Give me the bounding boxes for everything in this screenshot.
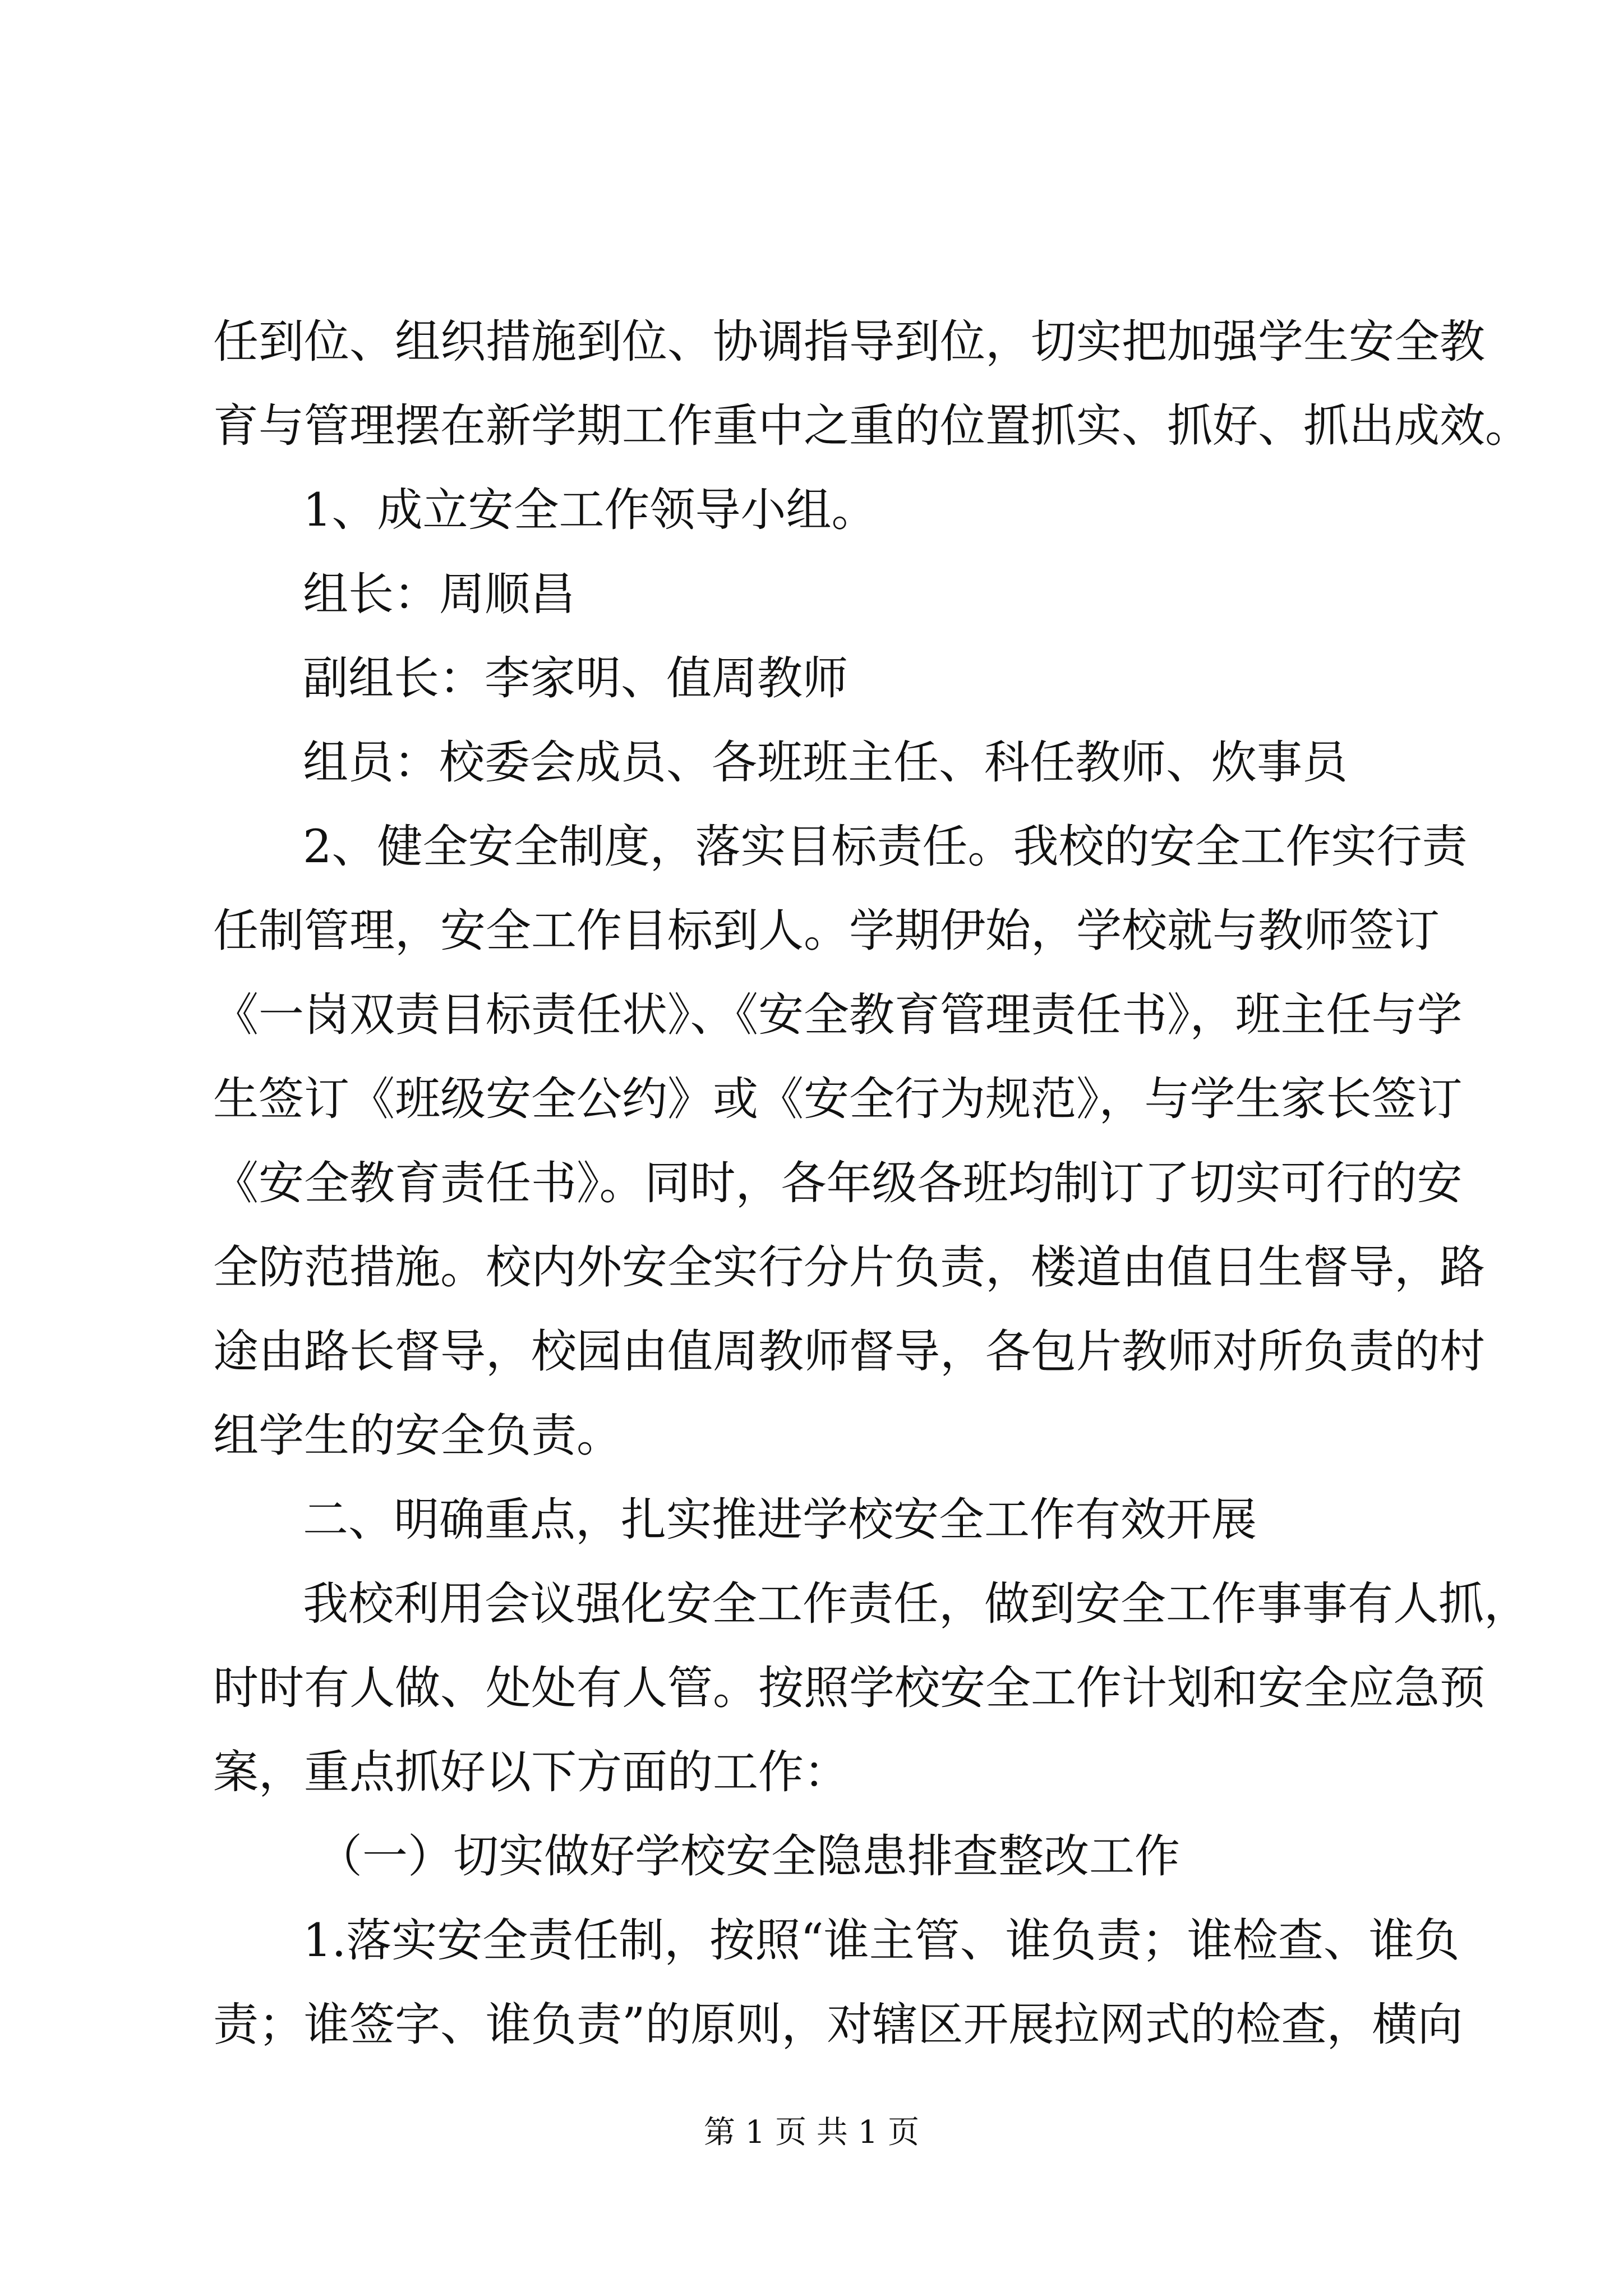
text-line-2: 育与管理摆在新学期工作重中之重的位置抓实、抓好、抓出成效。 — [213, 400, 1531, 453]
subsection-heading-1: （一）切实做好学校安全隐患排查整改工作 — [317, 1830, 1181, 1883]
text-line-18: 案，重点抓好以下方面的工作： — [213, 1746, 850, 1799]
text-line-3: 1、成立安全工作领导小组。 — [303, 484, 877, 537]
text-line-12: 全防范措施。校内外安全实行分片负责，楼道由值日生督导，路 — [213, 1241, 1486, 1294]
text-line-4: 组长：周顺昌 — [303, 568, 576, 621]
text-line-10: 生签订《班级安全公约》或《安全行为规范》，与学生家长签订 — [213, 1073, 1463, 1126]
text-line-13: 途由路长督导，校园由值周教师督导，各包片教师对所负责的村 — [213, 1326, 1486, 1378]
text-line-8: 任制管理，安全工作目标到人。学期伊始，学校就与教师签订 — [213, 905, 1440, 958]
text-line-14: 组学生的安全负责。 — [213, 1410, 623, 1462]
text-line-7: 2、健全安全制度，落实目标责任。我校的安全工作实行责 — [303, 821, 1468, 873]
text-line-16: 我校利用会议强化安全工作责任，做到安全工作事事有人抓， — [303, 1578, 1530, 1631]
page-footer: 第 1 页 共 1 页 — [703, 2114, 920, 2151]
text-line-5: 副组长：李家明、值周教师 — [303, 652, 849, 705]
section-heading-2: 二、明确重点，扎实推进学校安全工作有效开展 — [303, 1494, 1257, 1547]
text-line-17: 时时有人做、处处有人管。按照学校安全工作计划和安全应急预 — [213, 1662, 1486, 1715]
text-line-21: 责；谁签字、谁负责”的原则，对辖区开展拉网式的检查，横向 — [213, 1999, 1463, 2051]
text-line-20: 1.落实安全责任制，按照“谁主管、谁负责；谁检查、谁负 — [303, 1915, 1460, 1967]
text-line-9: 《一岗双责目标责任状》、《安全教育管理责任书》，班主任与学 — [213, 989, 1463, 1042]
text-line-1: 任到位、组织措施到位、协调指导到位，切实把加强学生安全教 — [213, 316, 1486, 369]
text-line-6: 组员：校委会成员、各班班主任、科任教师、炊事员 — [303, 737, 1348, 789]
text-line-11: 《安全教育责任书》。同时，各年级各班均制订了切实可行的安 — [213, 1157, 1463, 1210]
